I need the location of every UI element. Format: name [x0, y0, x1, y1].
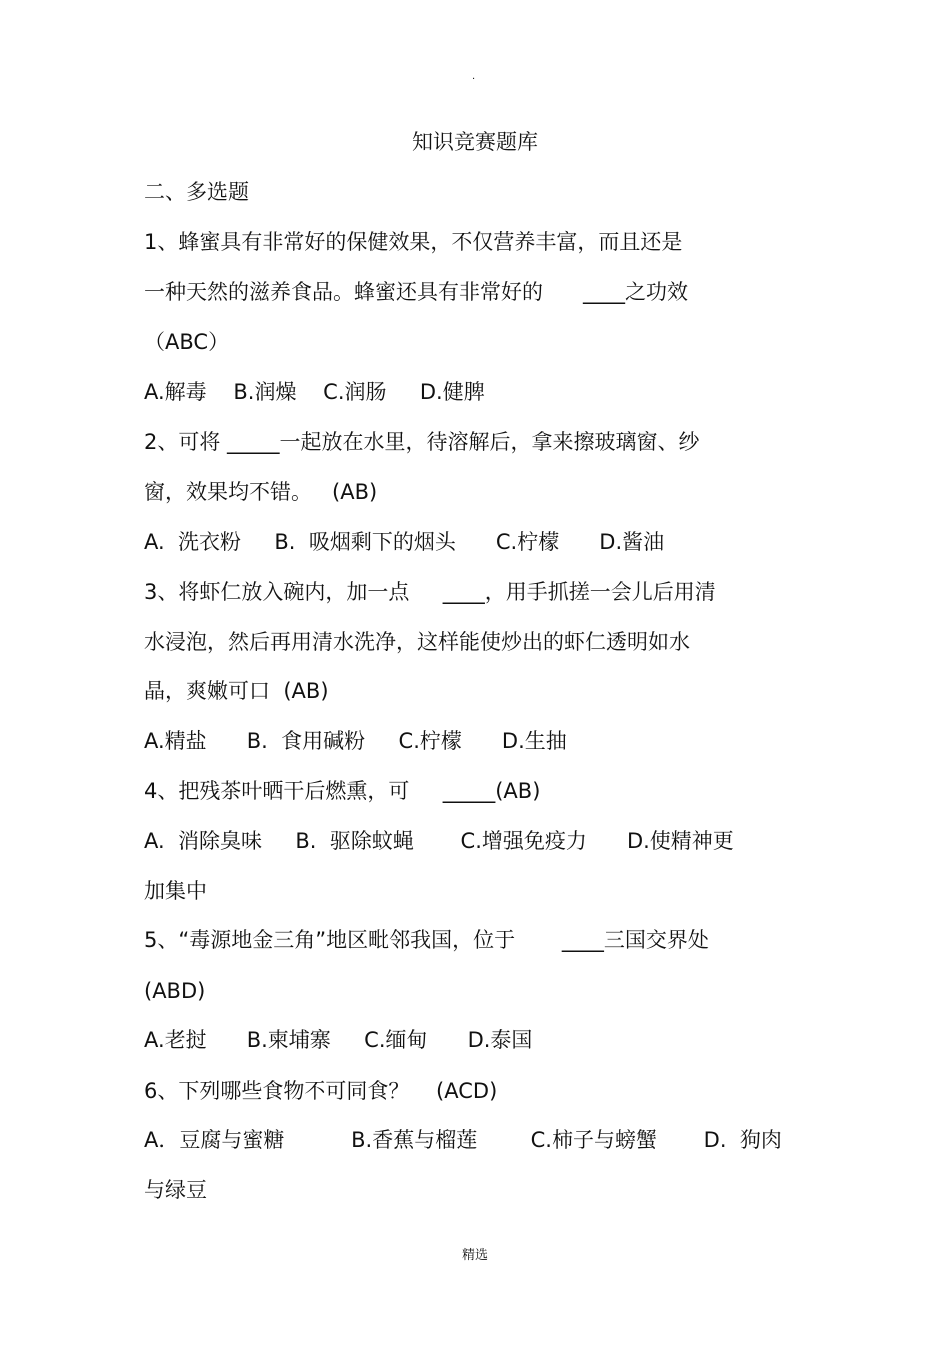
- question-2-options: A. 洗衣粉 B. 吸烟剩下的烟头 C.柠檬 D.酱油: [144, 530, 665, 554]
- question-4-options-line-1: A. 消除臭味 B. 驱除蚊蝇 C.增强免疫力 D.使精神更: [144, 829, 734, 853]
- question-4-options-line-2: 加集中: [144, 879, 207, 903]
- question-1-options: A.解毒 B.润燥 C.润肠 D.健脾: [144, 380, 485, 404]
- question-5-answer: (ABD): [144, 979, 206, 1003]
- question-3-line-2: 水浸泡，然后再用清水洗净，这样能使炒出的虾仁透明如水: [144, 630, 690, 654]
- section-heading: 二、多选题: [144, 180, 249, 204]
- question-3-line-1: 3、将虾仁放入碗内，加一点 ____，用手抓搓一会儿后用清: [144, 580, 716, 604]
- question-1-line-1: 1、蜂蜜具有非常好的保健效果，不仅营养丰富，而且还是: [144, 230, 683, 254]
- page-footer: 精选: [461, 1248, 488, 1263]
- question-2-line-2: 窗，效果均不错。 (AB): [144, 480, 378, 504]
- question-6-options-line-2: 与绿豆: [144, 1178, 207, 1202]
- question-1-answer: （ABC）: [144, 330, 230, 354]
- question-4-line-1: 4、把残茶叶晒干后燃熏，可 _____(AB): [144, 779, 541, 803]
- question-6-line-1: 6、下列哪些食物不可同食？ (ACD): [144, 1079, 498, 1103]
- question-3-options: A.精盐 B. 食用碱粉 C.柠檬 D.生抽: [144, 729, 567, 753]
- question-1-line-2: 一种天然的滋养食品。蜂蜜还具有非常好的 ____之功效: [144, 280, 689, 304]
- page-title: 知识竞赛题库: [412, 130, 538, 154]
- header-dot: .: [472, 71, 476, 82]
- question-5-options: A.老挝 B.柬埔寨 C.缅甸 D.泰国: [144, 1028, 533, 1052]
- question-5-line-1: 5、“毒源地金三角”地区毗邻我国，位于 ____三国交界处: [144, 928, 709, 952]
- question-3-line-3: 晶，爽嫩可口 (AB): [144, 679, 329, 703]
- question-2-line-1: 2、可将 _____一起放在水里，待溶解后，拿来擦玻璃窗、纱: [144, 430, 700, 454]
- question-6-options-line-1: A．豆腐与蜜糖 B.香蕉与榴莲 C.柿子与螃蟹 D. 狗肉: [144, 1128, 782, 1152]
